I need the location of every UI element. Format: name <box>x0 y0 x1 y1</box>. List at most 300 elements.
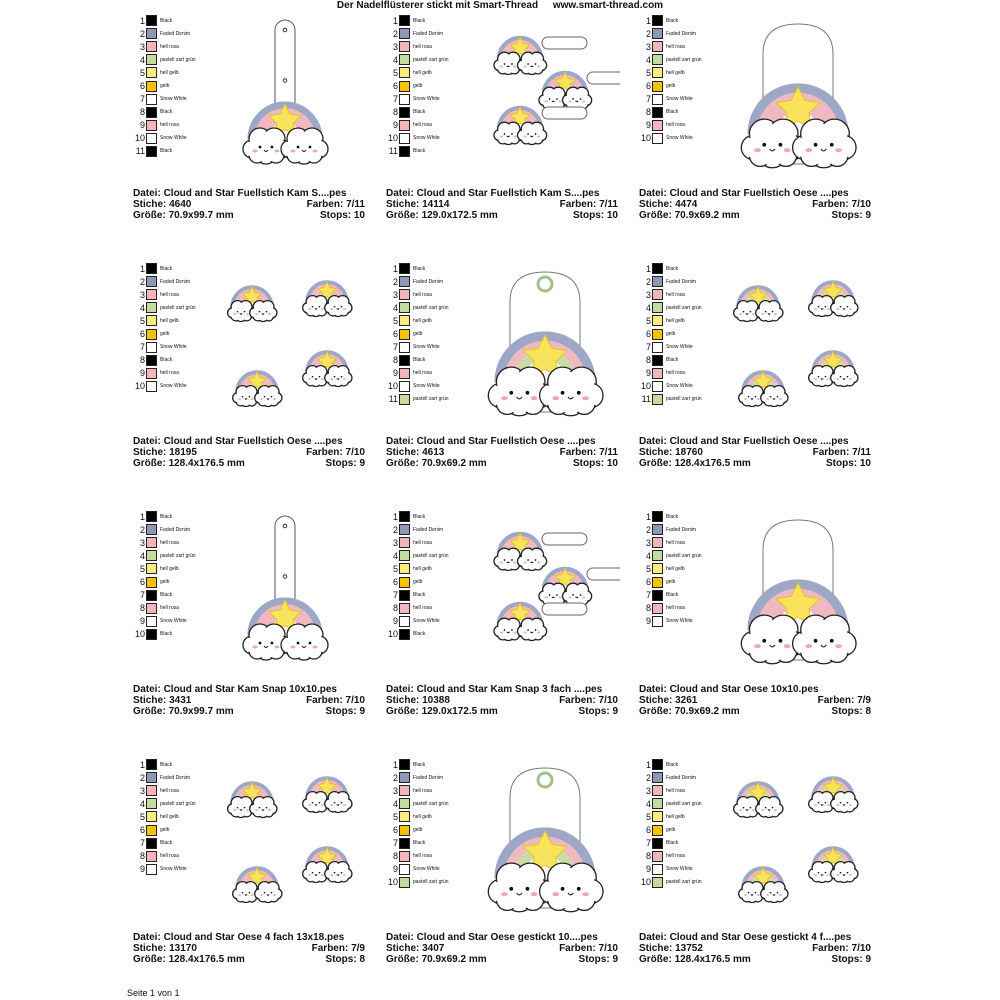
color-number: 10 <box>134 629 145 640</box>
color-number: 4 <box>139 54 145 65</box>
file-row <box>639 436 871 447</box>
color-swatch <box>399 838 410 849</box>
cloud-graphic <box>518 548 547 570</box>
color-number: 6 <box>645 81 651 92</box>
size-row <box>133 706 365 717</box>
color-swatch <box>399 577 410 588</box>
color-name: pastell zart grün <box>160 800 196 807</box>
color-swatch <box>652 81 663 92</box>
color-swatch <box>399 133 410 144</box>
color-name: pastell zart grün <box>160 304 196 311</box>
color-number: 7 <box>139 342 145 353</box>
color-name: Black <box>413 761 426 768</box>
color-number: 7 <box>392 342 398 353</box>
design-preview <box>217 510 367 680</box>
color-swatch <box>146 838 157 849</box>
design-info <box>639 684 871 717</box>
color-swatch <box>146 120 157 131</box>
color-swatch <box>652 41 663 52</box>
color-swatch <box>399 798 410 809</box>
color-name: Black <box>413 265 426 272</box>
palette-row <box>639 66 719 79</box>
file-row <box>386 932 618 943</box>
color-swatch <box>146 276 157 287</box>
color-swatch <box>146 15 157 26</box>
color-swatch <box>652 368 663 379</box>
file-label: Datei: <box>639 436 667 447</box>
color-swatch <box>652 94 663 105</box>
color-name: Snow White <box>413 618 440 625</box>
color-name: Snow White <box>666 618 693 625</box>
cloud-star-motif <box>494 37 547 74</box>
palette-row <box>639 40 719 53</box>
color-swatch <box>399 355 410 366</box>
palette-row <box>133 145 213 158</box>
color-palette <box>386 510 466 641</box>
palette-row <box>133 510 213 523</box>
palette-row <box>133 53 213 66</box>
color-swatch <box>146 41 157 52</box>
color-swatch <box>399 54 410 65</box>
design-size: 70.9x99.7 mm <box>168 210 234 221</box>
color-name: hell rosa <box>160 43 179 50</box>
color-swatch <box>399 629 410 640</box>
palette-row <box>386 850 466 863</box>
color-name: Faded Denim <box>666 278 697 285</box>
color-name: hell rosa <box>666 43 685 50</box>
palette-row <box>639 380 719 393</box>
color-palette <box>386 758 466 889</box>
color-swatch <box>146 785 157 796</box>
colors-label: Farben: <box>812 447 850 458</box>
stop-count: 9 <box>865 954 871 965</box>
color-number: 3 <box>645 537 651 548</box>
color-swatch <box>652 315 663 326</box>
color-name: hell rosa <box>413 853 432 860</box>
color-swatch <box>652 107 663 118</box>
design-size: 70.9x69.2 mm <box>674 210 740 221</box>
size-label: Größe: <box>386 954 419 965</box>
stitches-label: Stiche: <box>386 199 420 210</box>
palette-row <box>386 27 466 40</box>
palette-row <box>639 784 719 797</box>
color-number: 11 <box>135 146 145 157</box>
color-number: 3 <box>139 289 145 300</box>
cloud-star-motif <box>233 868 282 903</box>
palette-row <box>133 106 213 119</box>
color-name: gelb <box>666 83 676 90</box>
color-swatch <box>146 550 157 561</box>
palette-row <box>133 119 213 132</box>
color-name: pastell zart grün <box>666 879 702 886</box>
palette-row <box>639 367 719 380</box>
color-swatch <box>146 368 157 379</box>
size-row <box>639 458 871 469</box>
color-number: 4 <box>392 302 398 313</box>
design-size: 70.9x69.2 mm <box>674 706 740 717</box>
colors-label: Farben: <box>306 447 343 458</box>
color-swatch <box>652 67 663 78</box>
cloud-graphic <box>325 296 352 317</box>
color-number: 2 <box>139 524 145 535</box>
palette-row <box>386 523 466 536</box>
cloud-star-motif <box>809 848 858 883</box>
palette-row <box>386 589 466 602</box>
color-palette <box>133 262 213 393</box>
color-name: Snow White <box>666 344 693 351</box>
design-preview <box>723 262 873 432</box>
design-grid <box>133 14 875 984</box>
stitch-count: 4640 <box>169 199 192 210</box>
cloud-star-motif <box>303 848 352 883</box>
palette-row <box>386 562 466 575</box>
size-row <box>133 210 365 221</box>
palette-row <box>133 850 213 863</box>
color-swatch <box>652 550 663 561</box>
color-number: 1 <box>139 263 145 274</box>
color-swatch <box>652 851 663 862</box>
file-name: Cloud and Star Kam Snap 3 fach ....pes <box>416 684 603 695</box>
color-number: 2 <box>645 28 651 39</box>
palette-row <box>133 615 213 628</box>
palette-row <box>133 79 213 92</box>
stops-label: Stops: <box>572 210 605 221</box>
color-name: Snow White <box>413 383 440 390</box>
color-name: pastell zart grün <box>413 396 449 403</box>
file-name: Cloud and Star Oese 4 fach 13x18.pes <box>163 932 345 943</box>
color-number: 11 <box>641 394 651 405</box>
header-url: www.smart-thread.com <box>552 0 664 11</box>
design-card <box>133 758 386 984</box>
color-number: 4 <box>392 798 398 809</box>
design-size: 70.9x69.2 mm <box>421 458 487 469</box>
file-name: Cloud and Star Oese gestickt 4 f....pes <box>669 932 852 943</box>
color-number: 2 <box>645 276 651 287</box>
color-number: 9 <box>645 864 651 875</box>
size-label: Größe: <box>133 954 166 965</box>
color-swatch <box>652 772 663 783</box>
color-swatch <box>146 864 157 875</box>
color-number: 1 <box>392 759 398 770</box>
color-number: 8 <box>392 851 398 862</box>
color-swatch <box>652 302 663 313</box>
color-name: Black <box>160 761 173 768</box>
color-name: Faded Denim <box>413 30 444 37</box>
palette-row <box>639 27 719 40</box>
color-palette <box>639 262 719 406</box>
palette-row <box>386 784 466 797</box>
color-name: Faded Denim <box>666 30 697 37</box>
cloud-graphic <box>563 87 592 109</box>
size-row <box>639 210 871 221</box>
cloud-star-motif <box>228 783 277 818</box>
color-number: 7 <box>645 342 651 353</box>
color-number: 2 <box>392 772 398 783</box>
color-name: Black <box>666 109 679 116</box>
color-name: hell rosa <box>666 539 685 546</box>
cloud-graphic <box>518 52 547 74</box>
size-row <box>386 954 618 965</box>
stops-label: Stops: <box>831 210 863 221</box>
color-number: 1 <box>645 759 651 770</box>
file-row <box>639 188 871 199</box>
color-swatch <box>146 289 157 300</box>
palette-row <box>386 262 466 275</box>
color-number: 3 <box>392 41 398 52</box>
color-number: 8 <box>392 603 398 614</box>
color-count: 7/11 <box>852 447 871 458</box>
color-number: 3 <box>392 537 398 548</box>
palette-row <box>386 380 466 393</box>
stop-count: 9 <box>612 706 618 717</box>
stop-count: 8 <box>865 706 871 717</box>
color-palette <box>639 510 719 628</box>
palette-row <box>639 837 719 850</box>
color-number: 4 <box>392 54 398 65</box>
stitch-count: 13752 <box>675 943 703 954</box>
stops-label: Stops: <box>831 706 863 717</box>
cloud-graphic <box>325 792 352 813</box>
cloud-graphic <box>793 615 856 664</box>
color-name: Black <box>666 840 679 847</box>
palette-row <box>639 536 719 549</box>
cloud-graphic <box>540 367 603 416</box>
color-name: pastell zart grün <box>413 56 449 63</box>
file-label: Datei: <box>639 188 667 199</box>
stitches-label: Stiche: <box>386 447 420 458</box>
stops-label: Stops: <box>325 954 357 965</box>
color-number: 4 <box>392 550 398 561</box>
cloud-graphic <box>563 583 592 605</box>
file-name: Cloud and Star Oese gestickt 10....pes <box>416 932 598 943</box>
color-name: pastell zart grün <box>160 552 196 559</box>
palette-row <box>639 275 719 288</box>
color-name: Black <box>160 17 173 24</box>
size-row <box>133 458 365 469</box>
color-swatch <box>146 329 157 340</box>
color-swatch <box>146 81 157 92</box>
palette-row <box>386 628 466 641</box>
color-name: Faded Denim <box>160 774 191 781</box>
color-number: 1 <box>392 15 398 26</box>
stitches-label: Stiche: <box>639 199 673 210</box>
palette-row <box>639 771 719 784</box>
color-name: gelb <box>666 331 676 338</box>
color-swatch <box>146 107 157 118</box>
colors-label: Farben: <box>311 943 349 954</box>
cloud-star-motif <box>539 568 592 605</box>
cloud-graphic <box>518 618 547 640</box>
color-swatch <box>146 94 157 105</box>
palette-row <box>639 510 719 523</box>
palette-row <box>133 93 213 106</box>
palette-row <box>386 367 466 380</box>
stitches-row <box>386 943 618 954</box>
color-swatch <box>652 825 663 836</box>
design-preview <box>723 510 873 680</box>
design-card <box>133 510 386 758</box>
cloud-graphic <box>281 128 328 164</box>
color-number: 5 <box>392 67 398 78</box>
color-name: gelb <box>413 579 423 586</box>
color-swatch <box>652 537 663 548</box>
file-name: Cloud and Star Fuellstich Kam S....pes <box>163 188 347 199</box>
design-size: 129.0x172.5 mm <box>421 210 498 221</box>
design-info <box>639 436 871 469</box>
design-size: 128.4x176.5 mm <box>674 954 751 965</box>
palette-row <box>133 810 213 823</box>
color-count: 7/11 <box>346 199 365 210</box>
color-swatch <box>399 381 410 392</box>
design-size: 70.9x99.7 mm <box>168 706 234 717</box>
palette-row <box>386 810 466 823</box>
color-name: gelb <box>413 83 423 90</box>
palette-row <box>386 549 466 562</box>
stops-label: Stops: <box>325 458 357 469</box>
color-number: 7 <box>139 94 145 105</box>
palette-row <box>133 771 213 784</box>
color-number: 8 <box>392 355 398 366</box>
color-swatch <box>652 28 663 39</box>
stop-count: 10 <box>353 210 365 221</box>
stitch-count: 18195 <box>169 447 197 458</box>
color-swatch <box>146 537 157 548</box>
color-name: Faded Denim <box>160 30 191 37</box>
color-number: 9 <box>392 368 398 379</box>
palette-row <box>386 758 466 771</box>
cloud-graphic <box>793 119 856 168</box>
color-name: hell gelb <box>666 69 685 76</box>
size-label: Größe: <box>639 458 672 469</box>
color-name: Black <box>160 592 173 599</box>
palette-row <box>639 393 719 406</box>
colors-label: Farben: <box>812 199 849 210</box>
color-swatch <box>652 276 663 287</box>
palette-row <box>386 575 466 588</box>
palette-row <box>639 79 719 92</box>
colors-label: Farben: <box>812 943 849 954</box>
cloud-star-motif <box>243 600 328 660</box>
color-name: hell rosa <box>160 605 179 612</box>
color-swatch <box>652 381 663 392</box>
stop-count: 10 <box>859 458 871 469</box>
color-number: 2 <box>139 276 145 287</box>
palette-row <box>639 758 719 771</box>
file-label: Datei: <box>386 188 414 199</box>
colors-label: Farben: <box>559 943 596 954</box>
colors-label: Farben: <box>817 695 855 706</box>
color-count: 7/10 <box>851 199 871 210</box>
color-name: Black <box>160 513 173 520</box>
stops-label: Stops: <box>319 210 352 221</box>
color-number: 8 <box>139 603 145 614</box>
color-name: hell rosa <box>666 787 685 794</box>
color-name: Black <box>413 357 426 364</box>
color-swatch <box>652 133 663 144</box>
file-label: Datei: <box>639 932 667 943</box>
palette-row <box>639 615 719 628</box>
design-info <box>133 188 365 221</box>
file-label: Datei: <box>133 436 161 447</box>
color-swatch <box>399 864 410 875</box>
stitches-row <box>133 447 365 458</box>
stop-count: 10 <box>606 210 618 221</box>
color-number: 3 <box>645 41 651 52</box>
color-swatch <box>146 342 157 353</box>
color-number: 3 <box>139 41 145 52</box>
stops-label: Stops: <box>325 706 357 717</box>
color-name: Snow White <box>160 383 187 390</box>
stitches-row <box>639 447 871 458</box>
cloud-graphic <box>325 366 352 387</box>
color-number: 1 <box>392 263 398 274</box>
color-swatch <box>652 563 663 574</box>
file-row <box>133 684 365 695</box>
color-swatch <box>146 603 157 614</box>
design-card <box>639 262 875 510</box>
cloud-graphic <box>255 386 282 407</box>
color-number: 8 <box>645 603 651 614</box>
file-row <box>639 932 871 943</box>
design-info <box>133 684 365 717</box>
cloud-star-motif <box>809 352 858 387</box>
eyelet-ring <box>538 277 552 291</box>
cloud-star-motif <box>809 778 858 813</box>
color-name: Black <box>160 109 173 116</box>
color-name: gelb <box>666 827 676 834</box>
stop-count: 9 <box>359 706 365 717</box>
stop-count: 10 <box>606 458 618 469</box>
color-swatch <box>652 394 663 405</box>
stitches-label: Stiche: <box>386 943 420 954</box>
color-name: gelb <box>413 331 423 338</box>
palette-row <box>386 301 466 314</box>
palette-row <box>639 314 719 327</box>
cloud-star-motif <box>228 287 277 322</box>
color-name: Snow White <box>666 96 693 103</box>
palette-row <box>133 797 213 810</box>
palette-row <box>133 27 213 40</box>
size-label: Größe: <box>386 458 419 469</box>
color-swatch <box>652 603 663 614</box>
color-name: pastell zart grün <box>666 304 702 311</box>
color-name: pastell zart grün <box>413 879 449 886</box>
color-swatch <box>146 825 157 836</box>
palette-row <box>133 628 213 641</box>
size-label: Größe: <box>133 458 166 469</box>
color-swatch <box>652 785 663 796</box>
file-label: Datei: <box>386 932 414 943</box>
cloud-graphic <box>761 882 788 903</box>
color-number: 6 <box>645 329 651 340</box>
color-name: hell gelb <box>666 813 685 820</box>
file-label: Datei: <box>133 684 161 695</box>
color-name: Faded Denim <box>413 278 444 285</box>
color-palette <box>133 14 213 158</box>
color-name: Snow White <box>160 135 187 142</box>
color-swatch <box>399 877 410 888</box>
color-number: 6 <box>392 81 398 92</box>
color-name: Snow White <box>666 383 693 390</box>
color-number: 6 <box>139 329 145 340</box>
design-info <box>386 188 618 221</box>
palette-row <box>133 354 213 367</box>
color-swatch <box>399 785 410 796</box>
stops-label: Stops: <box>572 458 605 469</box>
palette-row <box>639 850 719 863</box>
palette-row <box>386 288 466 301</box>
color-palette <box>133 758 213 876</box>
